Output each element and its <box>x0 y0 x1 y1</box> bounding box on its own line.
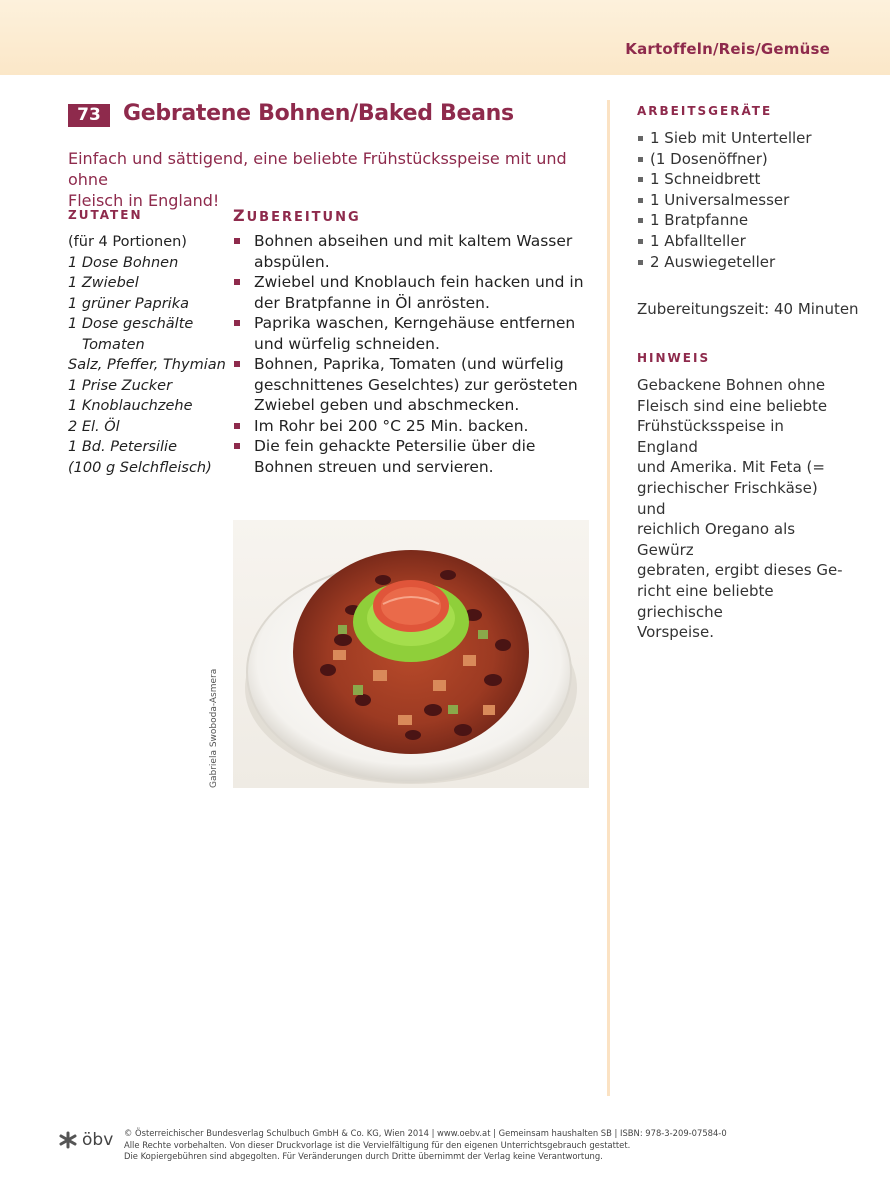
ingredient-item: 1 Dose geschälte <box>68 316 194 332</box>
step-item <box>233 231 588 272</box>
tools-list <box>637 128 812 272</box>
tool-item <box>637 190 812 211</box>
photo-credit: Gabriela Swoboda-Asmera <box>209 668 219 788</box>
tool-item <box>637 231 812 252</box>
hint-line: griechischer Frischkäse) und <box>637 478 818 518</box>
tool-text: 1 Sieb mit Unterteller <box>650 129 812 147</box>
bullet-icon <box>638 136 643 141</box>
bullet-icon <box>638 239 643 244</box>
ingredient-item: Tomaten <box>82 336 145 353</box>
star-icon <box>58 1131 78 1149</box>
bullet-icon <box>234 320 240 326</box>
tool-item <box>637 169 812 190</box>
bullet-icon <box>638 218 643 223</box>
ingredient-item: (für 4 Portionen) <box>68 234 187 250</box>
hint-line: richt eine beliebte griechische <box>637 581 774 621</box>
hint-text <box>637 375 847 643</box>
bullet-icon <box>234 443 240 449</box>
step-item <box>233 313 588 354</box>
step-item <box>233 354 588 416</box>
tool-text: 1 Schneidbrett <box>650 170 761 189</box>
bullet-icon <box>234 361 240 367</box>
preparation-label <box>233 206 361 225</box>
ingredients-label: ZUTATEN <box>68 208 143 222</box>
ingredient-item: Salz, Pfeffer, Thymian <box>68 357 226 373</box>
preparation-label-rest: UBEREITUNG <box>246 210 361 225</box>
hint-line: Gebackene Bohnen ohne <box>637 376 826 394</box>
recipe-number: 73 <box>68 104 110 127</box>
ingredient-item: 1 Bd. Petersilie <box>68 439 177 455</box>
step-text: Paprika waschen, Kerngehäuse entfernen und würfelig schneiden. <box>254 314 576 353</box>
tool-item <box>637 210 812 231</box>
ingredient-item: 2 El. Öl <box>68 418 120 435</box>
logo-text: öbv <box>82 1130 114 1150</box>
ingredients-list <box>68 232 226 478</box>
tool-text: 2 Auswiegeteller <box>650 252 776 271</box>
ingredient-item: 1 Knoblauchzehe <box>68 398 193 414</box>
dish-photo <box>233 520 589 788</box>
subtitle-line: Einfach und sättigend, eine beliebte Frühstücksspeise mit und ohne <box>68 149 567 189</box>
ingredient-item: 1 Prise Zucker <box>68 377 173 394</box>
ingredient-item: (100 g Selchfleisch) <box>68 459 212 476</box>
hint-line: gebraten, ergibt dieses Ge- <box>637 561 843 580</box>
hint-line: reichlich Oregano als Gewürz <box>637 520 796 559</box>
prep-time: Zubereitungszeit: 40 Minuten <box>637 300 859 318</box>
column-divider <box>607 100 610 1096</box>
footer-line: Alle Rechte vorbehalten. Von dieser Druckvorlage ist die Vervielfältigung für den eigenen Unterrichtsgebrauch gestattet. <box>124 1139 631 1150</box>
subtitle-line: Fleisch in England! <box>68 191 220 210</box>
bullet-icon <box>234 423 240 429</box>
step-item <box>233 272 588 313</box>
hint-label: HINWEIS <box>637 351 711 365</box>
hint-line: Fleisch sind eine beliebte <box>637 396 828 415</box>
section-title: Kartoffeln/Reis/Gemüse <box>625 40 830 58</box>
hint-line: Frühstücksspeise in England <box>637 417 784 456</box>
ingredient-item: 1 grüner Paprika <box>68 295 189 312</box>
step-text: Bohnen abseihen und mit kaltem Wasser abspülen. <box>254 232 573 271</box>
step-text: Zwiebel und Knoblauch fein hacken und in der Bratpfanne in Öl anrösten. <box>254 273 584 312</box>
step-text: Die fein gehackte Petersilie über die Bohnen streuen und servieren. <box>254 437 536 476</box>
bullet-icon <box>234 238 240 244</box>
tool-text: 1 Abfallteller <box>650 231 746 250</box>
footer-legal <box>124 1128 844 1163</box>
baked-beans-plate-icon <box>233 520 589 788</box>
bullet-icon <box>638 177 643 182</box>
tool-item <box>637 128 812 149</box>
bullet-icon <box>638 198 643 203</box>
tool-text: 1 Bratpfanne <box>650 211 749 230</box>
bullet-icon <box>638 157 643 162</box>
tool-text: 1 Universalmesser <box>650 190 790 209</box>
preparation-steps <box>233 231 588 477</box>
step-text: Bohnen, Paprika, Tomaten (und würfelig geschnittenes Geselchtes) zur gerösteten Zwiebel geben und abschmecken. <box>254 355 578 414</box>
recipe-subtitle <box>68 148 588 211</box>
preparation-label-initial: Z <box>233 206 247 225</box>
tool-text: (1 Dosenöffner) <box>650 149 768 168</box>
ingredient-item: 1 Zwiebel <box>68 275 139 291</box>
step-text: Im Rohr bei 200 °C 25 Min. backen. <box>254 416 529 435</box>
header-band <box>0 0 890 75</box>
step-item <box>233 436 588 477</box>
tools-label: ARBEITSGERÄTE <box>637 104 773 118</box>
step-item <box>233 416 588 437</box>
recipe-title: Gebratene Bohnen/Baked Beans <box>123 101 514 126</box>
tool-item <box>637 252 812 273</box>
bullet-icon <box>638 260 643 265</box>
hint-line: Vorspeise. <box>637 623 714 642</box>
hint-line: und Amerika. Mit Feta (= <box>637 458 825 477</box>
bullet-icon <box>234 279 240 285</box>
ingredient-item: 1 Dose Bohnen <box>68 254 179 271</box>
footer-line: © Österreichischer Bundesverlag Schulbuch GmbH & Co. KG, Wien 2014 | www.oebv.at | Gemeinsam haushalten SB | ISBN: 978-3-209-07584-0 <box>124 1128 727 1138</box>
tool-item <box>637 149 812 170</box>
footer-line: Die Kopiergebühren sind abgegolten. Für Veränderungen durch Dritte übernimmt der Verlag keine Verantwortung. <box>124 1151 603 1161</box>
publisher-logo <box>58 1130 113 1150</box>
